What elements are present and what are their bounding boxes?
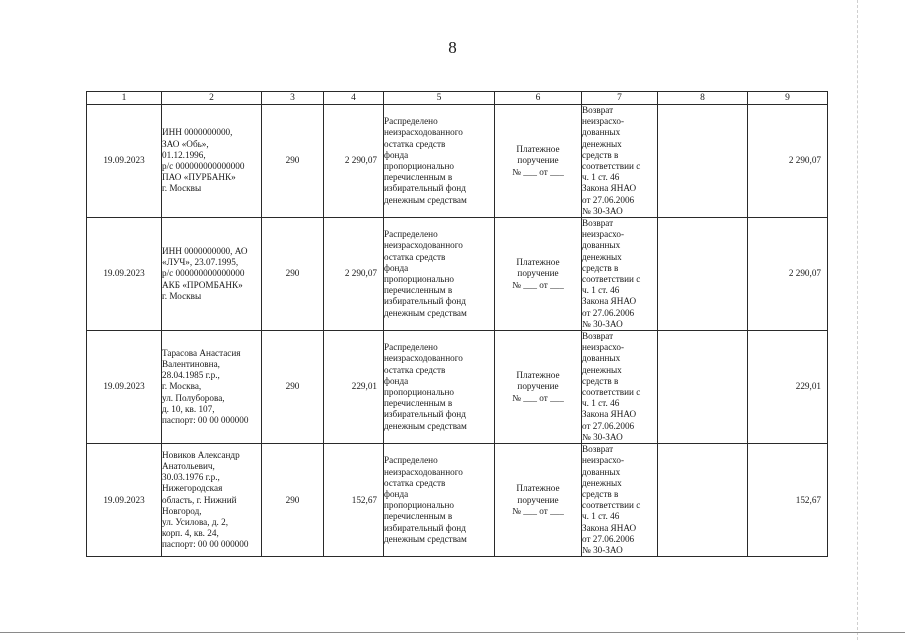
purpose-line: перечисленным в <box>384 285 453 296</box>
recipient-line: корп. 4, кв. 24, <box>162 528 219 539</box>
recipient-line: г. Москвы <box>162 183 202 194</box>
payment-line: № ___ от ___ <box>512 392 564 403</box>
cell-total: 2 290,07 <box>748 218 828 331</box>
reason-line: неизрасхо- <box>582 342 625 353</box>
recipient-line: 01.12.1996, <box>162 149 206 160</box>
purpose-line: перечисленным в <box>384 511 453 522</box>
reason-line: Возврат <box>582 105 614 115</box>
purpose-line: пропорционально <box>384 500 454 511</box>
page-number: 8 <box>448 38 457 57</box>
cell-col8 <box>658 444 748 557</box>
cell-num: 290 <box>262 218 324 331</box>
purpose-line: неизрасходованного <box>384 466 463 477</box>
purpose-line: фонда <box>384 488 409 499</box>
reason-line: дованных <box>582 466 621 477</box>
reason-line: неизрасхо- <box>582 116 625 127</box>
cell-recipient <box>162 218 262 331</box>
reason-line: Возврат <box>582 331 614 342</box>
cell-col8 <box>658 331 748 444</box>
reason-line: денежных <box>582 364 622 375</box>
reason-line: соответствии с <box>582 274 641 285</box>
reason-line: ч. 1 ст. 46 <box>582 172 620 183</box>
cell-date: 19.09.2023 <box>87 105 162 218</box>
cell-total: 229,01 <box>748 331 828 444</box>
table-row <box>87 444 828 557</box>
recipient-line: АКБ «ПРОМБАНК» <box>162 279 243 290</box>
recipient-line: 28.04.1985 г.р., <box>162 370 220 381</box>
cell-purpose <box>384 218 495 331</box>
purpose-line: денежным средствам <box>384 194 467 205</box>
purpose-line: Распределено <box>384 229 438 240</box>
reason-line: дованных <box>582 240 621 251</box>
cell-sum: 152,67 <box>324 444 384 557</box>
cell-purpose <box>384 105 495 218</box>
payment-line: № ___ от ___ <box>512 279 564 290</box>
reason-line: от 27.06.2006 <box>582 420 635 431</box>
reason-line: от 27.06.2006 <box>582 194 635 205</box>
column-header: 8 <box>658 92 748 105</box>
column-header: 2 <box>162 92 262 105</box>
cell-purpose <box>384 331 495 444</box>
purpose-line: пропорционально <box>384 161 454 172</box>
column-number-row <box>87 92 828 105</box>
reason-line: ч. 1 ст. 46 <box>582 398 620 409</box>
reason-line: соответствии с <box>582 161 641 172</box>
cell-reason <box>582 331 658 444</box>
recipient-line: Новиков Александр <box>162 449 240 460</box>
purpose-line: остатка средств <box>384 364 446 375</box>
purpose-line: остатка средств <box>384 138 446 149</box>
payment-line: Платежное <box>516 144 560 155</box>
purpose-line: денежным средствам <box>384 533 467 544</box>
cell-sum: 2 290,07 <box>324 218 384 331</box>
recipient-line: 30.03.1976 г.р., <box>162 472 220 483</box>
recipient-line: г. Москвы <box>162 290 202 301</box>
payment-line: поручение <box>517 268 559 279</box>
payment-line: поручение <box>517 494 559 505</box>
column-header: 7 <box>582 92 658 105</box>
reason-line: Возврат <box>582 218 614 229</box>
purpose-line: Распределено <box>384 342 438 353</box>
reason-line: от 27.06.2006 <box>582 533 635 544</box>
reason-line: от 27.06.2006 <box>582 307 635 318</box>
purpose-line: денежным средствам <box>384 420 467 431</box>
purpose-line: Распределено <box>384 116 438 127</box>
purpose-line: денежным средствам <box>384 307 467 318</box>
recipient-line: ул. Усилова, д. 2, <box>162 516 228 527</box>
recipient-line: г. Москва, <box>162 381 202 392</box>
cell-num: 290 <box>262 331 324 444</box>
purpose-line: фонда <box>384 375 409 386</box>
reason-line: № 30-ЗАО <box>582 431 623 442</box>
recipient-line: «ЛУЧ», 23.07.1995, <box>162 257 239 268</box>
page-bottom-line <box>0 632 905 633</box>
returns-table <box>86 91 828 557</box>
recipient-line: Анатольевич, <box>162 460 215 471</box>
recipient-line: ИНН 0000000000, <box>162 127 233 138</box>
recipient-line: ИНН 0000000000, АО <box>162 246 248 257</box>
purpose-line: избирательный фонд <box>384 296 466 307</box>
reason-line: № 30-ЗАО <box>582 318 623 329</box>
cell-date: 19.09.2023 <box>87 444 162 557</box>
column-header: 3 <box>262 92 324 105</box>
reason-line: денежных <box>582 477 622 488</box>
cell-date: 19.09.2023 <box>87 331 162 444</box>
payment-line: поручение <box>517 155 559 166</box>
cell-sum: 229,01 <box>324 331 384 444</box>
column-header: 4 <box>324 92 384 105</box>
reason-line: Возврат <box>582 444 614 455</box>
payment-line: Платежное <box>516 257 560 268</box>
recipient-line: область, г. Нижний <box>162 494 237 505</box>
recipient-line: Нижегородская <box>162 483 223 494</box>
recipient-line: ЗАО «Обь», <box>162 138 209 149</box>
purpose-line: фонда <box>384 262 409 273</box>
cell-date: 19.09.2023 <box>87 218 162 331</box>
reason-line: Закона ЯНАО <box>582 522 637 533</box>
reason-line: неизрасхо- <box>582 229 625 240</box>
purpose-line: неизрасходованного <box>384 353 463 364</box>
cell-reason <box>582 218 658 331</box>
purpose-line: пропорционально <box>384 387 454 398</box>
reason-line: средств в <box>582 488 619 499</box>
cell-payment <box>495 331 582 444</box>
cell-recipient <box>162 105 262 218</box>
purpose-line: пропорционально <box>384 274 454 285</box>
cell-total: 152,67 <box>748 444 828 557</box>
recipient-line: ул. Полуборова, <box>162 392 225 403</box>
reason-line: средств в <box>582 375 619 386</box>
cell-reason <box>582 444 658 557</box>
recipient-line: д. 10, кв. 107, <box>162 403 215 414</box>
reason-line: Закона ЯНАО <box>582 296 637 307</box>
reason-line: соответствии с <box>582 387 641 398</box>
cell-total: 2 290,07 <box>748 105 828 218</box>
reason-line: дованных <box>582 127 621 138</box>
purpose-line: избирательный фонд <box>384 183 466 194</box>
cell-purpose <box>384 444 495 557</box>
purpose-line: перечисленным в <box>384 172 453 183</box>
cell-col8 <box>658 105 748 218</box>
purpose-line: перечисленным в <box>384 398 453 409</box>
cell-payment <box>495 105 582 218</box>
reason-line: ч. 1 ст. 46 <box>582 285 620 296</box>
cell-payment <box>495 218 582 331</box>
page-edge-line <box>857 0 858 640</box>
cell-col8 <box>658 218 748 331</box>
cell-reason <box>582 105 658 218</box>
payment-line: Платежное <box>516 483 560 494</box>
reason-line: Закона ЯНАО <box>582 409 637 420</box>
reason-line: денежных <box>582 138 622 149</box>
purpose-line: избирательный фонд <box>384 522 466 533</box>
purpose-line: остатка средств <box>384 477 446 488</box>
payment-line: Платежное <box>516 370 560 381</box>
reason-line: средств в <box>582 262 619 273</box>
table-row <box>87 331 828 444</box>
table-row <box>87 105 828 218</box>
reason-line: ч. 1 ст. 46 <box>582 511 620 522</box>
cell-recipient <box>162 331 262 444</box>
cell-sum: 2 290,07 <box>324 105 384 218</box>
recipient-line: р/с 000000000000000 <box>162 161 245 172</box>
reason-line: денежных <box>582 251 622 262</box>
purpose-line: остатка средств <box>384 251 446 262</box>
cell-payment <box>495 444 582 557</box>
recipient-line: р/с 000000000000000 <box>162 268 245 279</box>
cell-recipient <box>162 444 262 557</box>
recipient-line: Тарасова Анастасия <box>162 347 241 358</box>
purpose-line: Распределено <box>384 455 438 466</box>
reason-line: Закона ЯНАО <box>582 183 637 194</box>
reason-line: соответствии с <box>582 500 641 511</box>
reason-line: дованных <box>582 353 621 364</box>
reason-line: неизрасхо- <box>582 455 625 466</box>
purpose-line: избирательный фонд <box>384 409 466 420</box>
reason-line: № 30-ЗАО <box>582 205 623 216</box>
recipient-line: Новгород, <box>162 505 202 516</box>
reason-line: средств в <box>582 149 619 160</box>
cell-num: 290 <box>262 444 324 557</box>
payment-line: № ___ от ___ <box>512 505 564 516</box>
payment-line: № ___ от ___ <box>512 166 564 177</box>
recipient-line: Валентиновна, <box>162 359 220 370</box>
recipient-line: паспорт: 00 00 000000 <box>162 415 249 426</box>
purpose-line: фонда <box>384 149 409 160</box>
column-header: 1 <box>87 92 162 105</box>
reason-line: № 30-ЗАО <box>582 544 623 555</box>
payment-line: поручение <box>517 381 559 392</box>
column-header: 6 <box>495 92 582 105</box>
column-header: 5 <box>384 92 495 105</box>
purpose-line: неизрасходованного <box>384 240 463 251</box>
table-row <box>87 218 828 331</box>
recipient-line: паспорт: 00 00 000000 <box>162 539 249 550</box>
column-header: 9 <box>748 92 828 105</box>
cell-num: 290 <box>262 105 324 218</box>
purpose-line: неизрасходованного <box>384 127 463 138</box>
recipient-line: ПАО «ПУРБАНК» <box>162 172 236 183</box>
